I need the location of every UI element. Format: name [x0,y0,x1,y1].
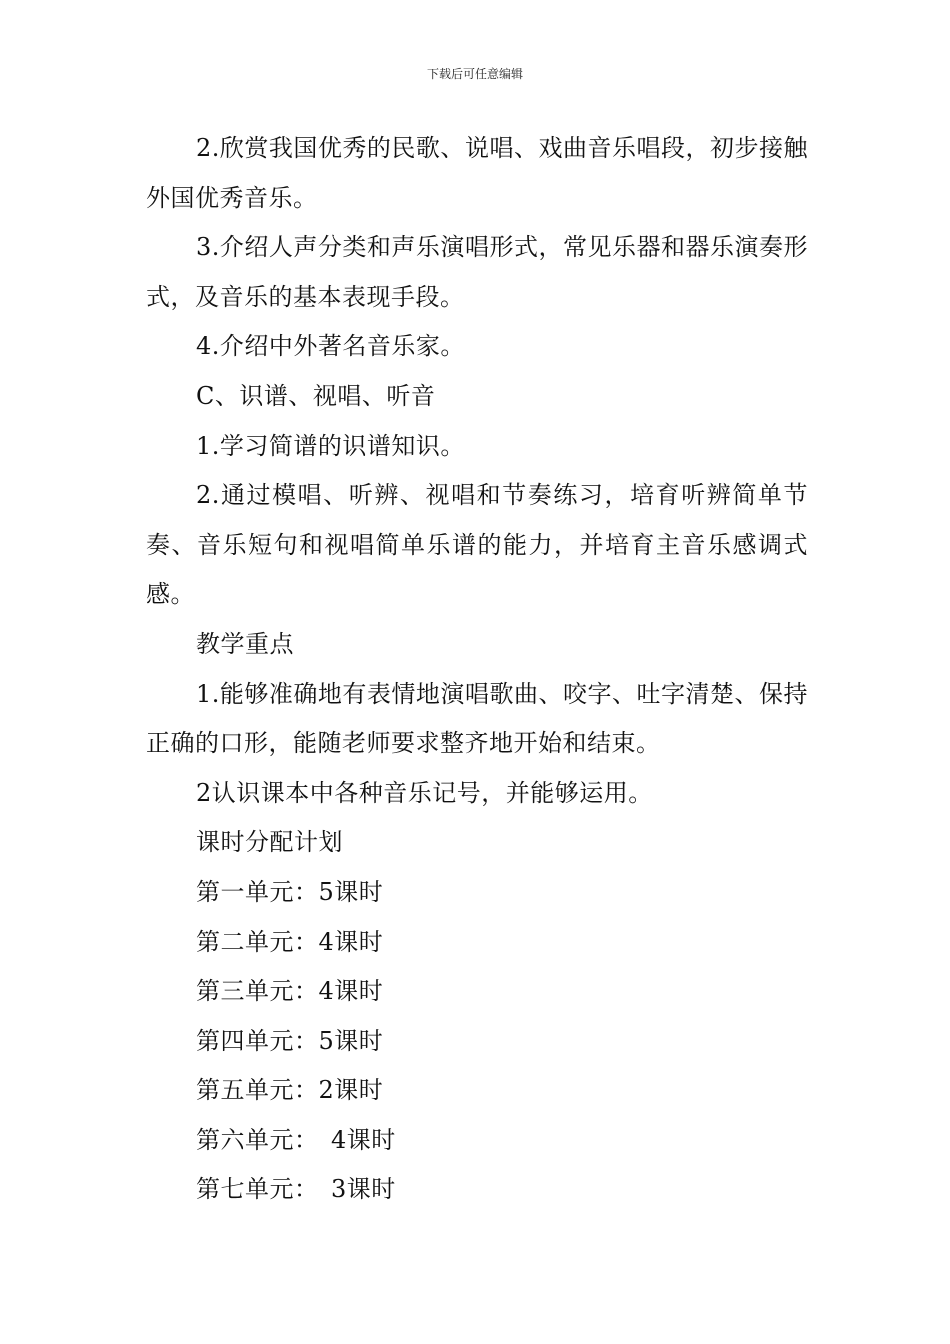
list-item: 第四单元：5课时 [196,1026,384,1055]
section-heading: 课时分配计划 [196,828,343,857]
list-item: 第七单元： 3课时 [196,1175,396,1204]
paragraph: 2.通过模唱、听辨、视唱和节奏练习，培育听辨简单节奏、音乐短句和视唱简单乐谱的能力，并培育主音乐感调式感。 [146,481,808,609]
section-heading: 教学重点 [196,629,294,658]
paragraph: 4.介绍中外著名音乐家。 [196,332,465,361]
paragraph: 3.介绍人声分类和声乐演唱形式，常见乐器和器乐演奏形式，及音乐的基本表现手段。 [146,233,808,311]
document-body [146,124,808,1215]
paragraph: 1.能够准确地有表情地演唱歌曲、咬字、吐字清楚、保持正确的口形，能随老师要求整齐地开始和结束。 [146,679,808,758]
section-heading: C、识谱、视唱、听音 [196,381,436,410]
list-item: 第二单元：4课时 [196,927,384,956]
list-item: 第一单元：5课时 [196,877,384,906]
list-item: 第三单元：4课时 [196,977,384,1006]
paragraph: 2.欣赏我国优秀的民歌、说唱、戏曲音乐唱段，初步接触外国优秀音乐。 [146,134,808,212]
page-header: 下载后可任意编辑 [426,67,523,81]
list-item: 第五单元：2课时 [196,1076,384,1105]
paragraph: 1.学习简谱的识谱知识。 [196,431,465,460]
paragraph: 2认识课本中各种音乐记号，并能够运用。 [196,778,653,807]
list-item: 第六单元： 4课时 [196,1125,396,1154]
